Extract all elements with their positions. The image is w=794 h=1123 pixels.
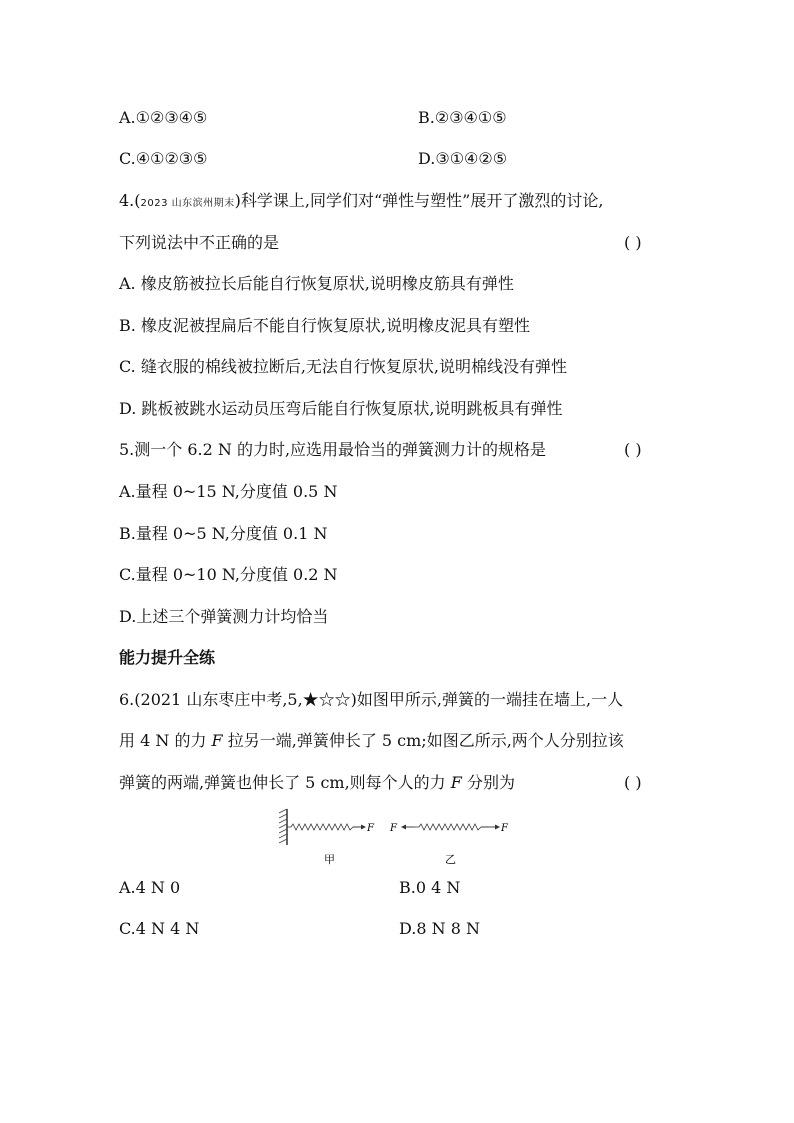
- force-label-right-a: F: [390, 823, 397, 834]
- q4-stem-rest: )科学课上,同学们对“弹性与塑性”展开了激烈的讨论,: [234, 191, 604, 210]
- q6-stem-line2-a: 用 4 N 的力: [119, 731, 212, 750]
- q5-option-c: C.量程 0~10 N,分度值 0.2 N: [119, 565, 338, 584]
- force-label-left: F: [367, 823, 374, 834]
- q6-stem-line1: 6.(2021 山东枣庄中考,5,★☆☆)如图甲所示,弹簧的一端挂在墙上,一人: [119, 690, 624, 709]
- q6-option-d: D.8 N 8 N: [399, 919, 480, 938]
- q5-option-b: B.量程 0~5 N,分度值 0.1 N: [119, 524, 328, 543]
- q3-option-c: C.④①②③⑤: [119, 149, 208, 168]
- q4-option-d: D. 跳板被跳水运动员压弯后能自行恢复原状,说明跳板具有弹性: [119, 399, 563, 418]
- q6-force-symbol-2: F: [450, 773, 462, 792]
- arrow-right-icon-2: [481, 825, 500, 830]
- q6-stem-line3-b: 分别为: [461, 773, 515, 792]
- arrow-right-icon: [353, 825, 366, 830]
- q4-stem-line1: [119, 191, 603, 214]
- q3-option-b: B.②③④①⑤: [418, 108, 507, 127]
- q5-answer-parens: ( ): [624, 440, 642, 459]
- arrow-left-icon: [401, 825, 415, 830]
- q6-force-symbol: F: [211, 731, 223, 750]
- spring-right: [415, 824, 489, 830]
- caption-jia: 甲: [324, 853, 335, 866]
- spring-figure: [275, 805, 525, 867]
- wall-icon: [279, 809, 287, 845]
- q5-stem: 5.测一个 6.2 N 的力时,应选用最恰当的弹簧测力计的规格是: [119, 440, 547, 459]
- q4-option-a: A. 橡皮筋被拉长后能自行恢复原状,说明橡皮筋具有弹性: [119, 274, 514, 293]
- q4-option-b: B. 橡皮泥被捏扁后不能自行恢复原状,说明橡皮泥具有塑性: [119, 316, 531, 335]
- q4-option-c: C. 缝衣服的棉线被拉断后,无法自行恢复原状,说明棉线没有弹性: [119, 357, 568, 376]
- q6-option-a: A.4 N 0: [119, 878, 181, 897]
- q6-stem-line2: [119, 731, 624, 751]
- q4-stem-line2: 下列说法中不正确的是: [119, 233, 280, 252]
- q4-answer-parens: ( ): [624, 233, 642, 252]
- spring-left: [287, 824, 359, 830]
- q6-option-c: C.4 N 4 N: [119, 919, 200, 938]
- q3-option-d: D.③①④②⑤: [418, 149, 508, 168]
- q6-option-b: B.0 4 N: [399, 878, 461, 897]
- q6-stem-line3-a: 弹簧的两端,弹簧也伸长了 5 cm,则每个人的力: [119, 773, 451, 792]
- q6-stem-line2-b: 拉另一端,弹簧伸长了 5 cm;如图乙所示,两个人分别拉该: [222, 731, 624, 750]
- q4-source: 2023 山东滨州期末: [140, 198, 235, 209]
- section-title: 能力提升全练: [119, 648, 216, 667]
- q4-number: 4.(: [119, 191, 141, 210]
- q6-stem-line3: [119, 773, 515, 793]
- q5-option-a: A.量程 0~15 N,分度值 0.5 N: [119, 482, 338, 501]
- caption-yi: 乙: [445, 853, 456, 866]
- q6-answer-parens: ( ): [624, 773, 642, 792]
- q5-option-d: D.上述三个弹簧测力计均恰当: [119, 607, 329, 626]
- q3-option-a: A.①②③④⑤: [119, 108, 208, 127]
- force-label-right-b: F: [501, 823, 508, 834]
